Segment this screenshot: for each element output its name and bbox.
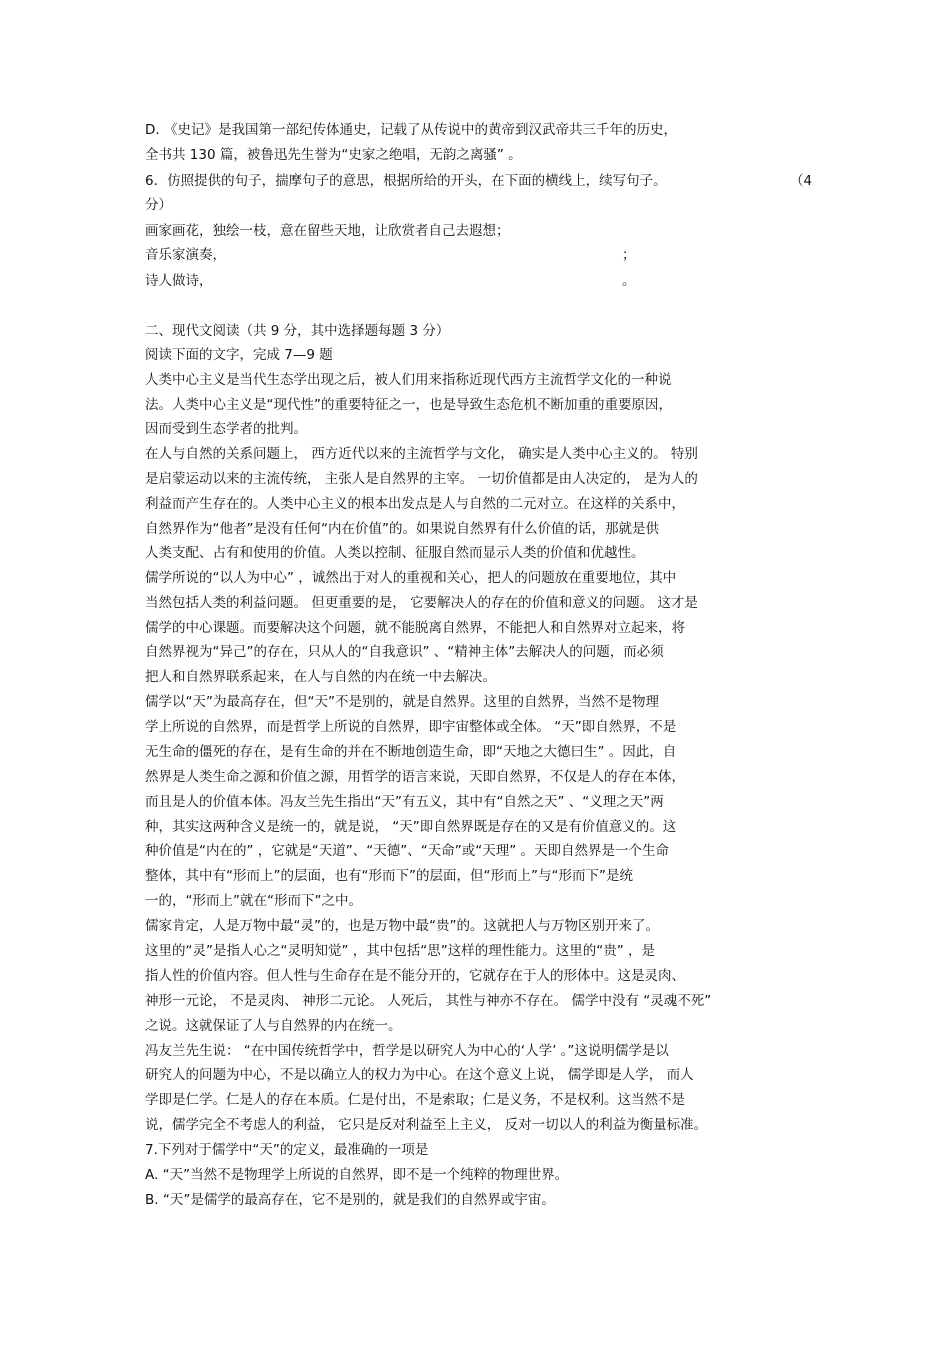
option-d-line2: 全书共 130 篇，被鲁迅先生誉为“史家之绝唱，无韵之离骚” 。: [145, 147, 522, 163]
passage-line: 因而受到生态学者的批判。: [145, 421, 307, 437]
passage-line: 一的，“形而上”就在“形而下”之中。: [145, 893, 362, 909]
passage-line: 儒家肯定，人是万物中最“灵”的，也是万物中最“贵”的。这就把人与万物区别开来了。: [145, 918, 659, 934]
passage-line: 学即是仁学。仁是人的存在本质。仁是付出，不是索取；仁是义务，不是权利。这当然不是: [145, 1092, 685, 1108]
passage-line: 之说。这就保证了人与自然界的内在统一。: [145, 1018, 402, 1034]
passage-line: 人类支配、占有和使用的价值。人类以控制、征服自然而显示人类的价值和优越性。: [145, 545, 645, 561]
passage-line: 神形一元论， 不是灵肉、 神形二元论。 人死后， 其性与神亦不存在。 儒学中没有 “灵魂不死”: [145, 993, 712, 1009]
passage-line: 然界是人类生命之源和价值之源，用哲学的语言来说，天即自然界，不仅是人的存在本体，: [145, 769, 685, 785]
passage-line: 说，儒学完全不考虑人的利益， 它只是反对利益至上主义， 反对一切以人的利益为衡量标准。: [145, 1117, 708, 1133]
passage-line: 法。人类中心主义是“现代性”的重要特征之一，也是导致生态危机不断加重的重要原因，: [145, 397, 672, 413]
passage-line: 整体，其中有“形而上”的层面，也有“形而下”的层面，但“形而上”与“形而下”是统: [145, 868, 633, 884]
passage-line: 这里的“灵”是指人心之“灵明知觉” ，其中包括“思”这样的理性能力。这里的“贵” ，是: [145, 943, 656, 959]
question-7-option-b: B. “天”是儒学的最高存在，它不是别的，就是我们的自然界或宇宙。: [145, 1192, 555, 1208]
passage-line: 而且是人的价值本体。冯友兰先生指出“天”有五义，其中有“自然之天” 、“义理之天”两: [145, 794, 664, 810]
question-6-stem: 6．仿照提供的句子，揣摩句子的意思，根据所给的开头，在下面的横线上，续写句子。: [145, 173, 667, 189]
blank-poet: 诗人做诗，: [145, 273, 213, 289]
passage-line: 把人和自然界联系起来，在人与自然的内在统一中去解决。: [145, 669, 496, 685]
blank-musician-end: ；: [622, 247, 636, 263]
passage-line: 儒学所说的“以人为中心” ，诚然出于对人的重视和关心，把人的问题放在重要地位，其中: [145, 570, 677, 586]
blank-poet-end: 。: [622, 273, 636, 289]
passage-line: 利益而产生存在的。人类中心主义的根本出发点是人与自然的二元对立。在这样的关系中，: [145, 496, 685, 512]
option-d-line1: D. 《史记》是我国第一部纪传体通史，记载了从传说中的黄帝到汉武帝共三千年的历史，: [145, 122, 677, 138]
passage-line: 儒学以“天”为最高存在，但“天”不是别的，就是自然界。这里的自然界，当然不是物理: [145, 694, 659, 710]
question-7-option-a: A. “天”当然不是物理学上所说的自然界，即不是一个纯粹的物理世界。: [145, 1167, 569, 1183]
passage-line: 儒学的中心课题。而要解决这个问题，就不能脱离自然界，不能把人和自然界对立起来，将: [145, 620, 685, 636]
passage-line: 自然界视为“异己”的存在，只从人的“自我意识” 、“精神主体”去解决人的问题，而必须: [145, 644, 664, 660]
question-6-score: （4: [790, 173, 813, 189]
passage-line: 人类中心主义是当代生态学出现之后，被人们用来指称近现代西方主流哲学文化的一种说: [145, 372, 672, 388]
passage-line: 无生命的僵死的存在，是有生命的并在不断地创造生命，即“天地之大德曰生” 。因此，自: [145, 744, 677, 760]
passage-line: 研究人的问题为中心，不是以确立人的权力为中心。在这个意义上说， 儒学即是人学， 而人: [145, 1067, 694, 1083]
passage-line: 自然界作为“他者”是没有任何“内在价值”的。如果说自然界有什么价值的话，那就是供: [145, 521, 659, 537]
passage-line: 是启蒙运动以来的主流传统， 主张人是自然界的主宰。 一切价值都是由人决定的， 是为人的: [145, 471, 698, 487]
question-7-stem: 7.下列对于儒学中“天”的定义，最准确的一项是: [145, 1142, 429, 1158]
passage-line: 学上所说的自然界，而是哲学上所说的自然界，即宇宙整体或全体。 “天”即自然界，不是: [145, 719, 677, 735]
passage-line: 当然包括人类的利益问题。 但更重要的是， 它要解决人的存在的价值和意义的问题。 这才是: [145, 595, 698, 611]
question-6-score-end: 分）: [145, 197, 172, 213]
passage-line: 种，其实这两种含义是统一的，就是说， “天”即自然界既是存在的又是有价值意义的。这: [145, 819, 677, 835]
passage-line: 在人与自然的关系问题上， 西方近代以来的主流哲学与文化， 确实是人类中心主义的。 特别: [145, 446, 698, 462]
passage-line: 种价值是“内在的” ，它就是“天道”、“天德”、“天命”或“天理” 。天即自然界是一个生命: [145, 843, 670, 859]
passage-line: 冯友兰先生说： “在中国传统哲学中，哲学是以研究人为中心的‘人学’ 。”这说明儒学是以: [145, 1043, 669, 1059]
blank-musician: 音乐家演奏，: [145, 247, 226, 263]
section-2-heading: 二、现代文阅读（共 9 分，其中选择题每题 3 分）: [145, 323, 450, 339]
reading-instruction: 阅读下面的文字，完成 7—9 题: [145, 347, 333, 363]
passage-line: 指人性的价值内容。但人性与生命存在是不能分开的，它就存在于人的形体中。这是灵肉、: [145, 968, 685, 984]
example-sentence: 画家画花，独绘一枝，意在留些天地，让欣赏者自己去遐想；: [145, 223, 510, 239]
